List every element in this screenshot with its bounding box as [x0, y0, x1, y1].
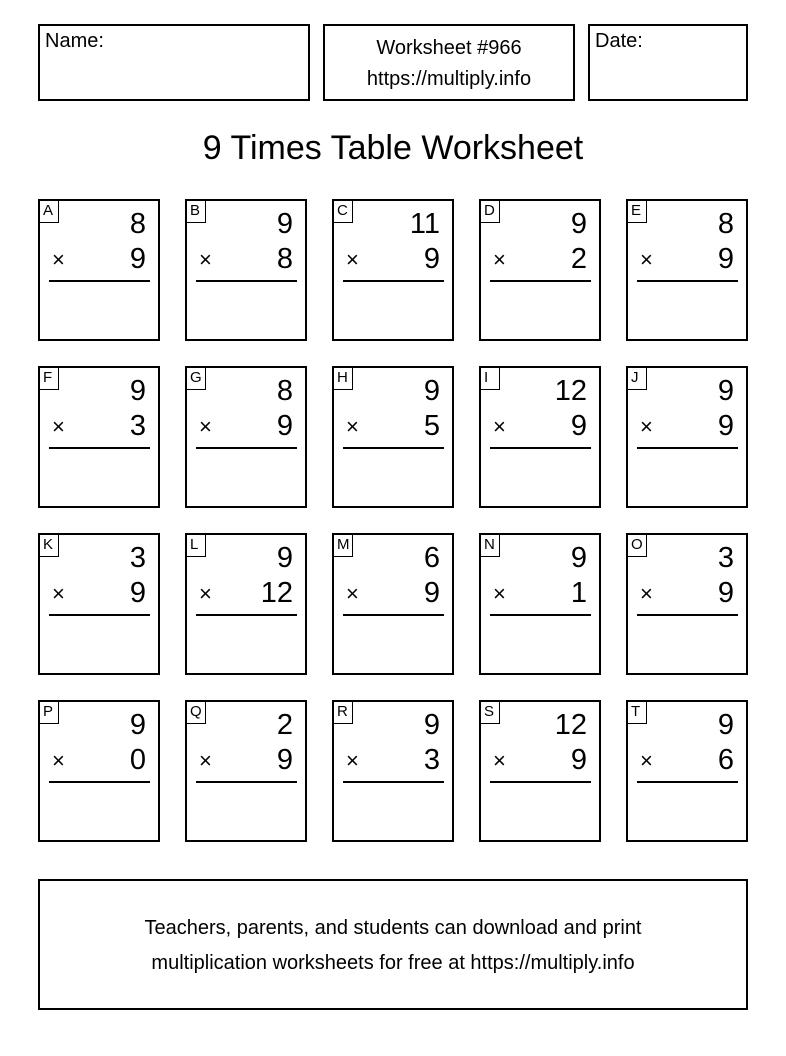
problem-letter: F: [40, 368, 59, 390]
multiplicand: 9: [717, 709, 734, 741]
problem-card: [479, 366, 601, 508]
problem-letter: E: [628, 201, 647, 223]
answer-rule: [49, 781, 150, 783]
answer-rule: [196, 280, 297, 282]
problem-card: [479, 700, 601, 842]
answer-rule: [490, 280, 591, 282]
multiplicand: 9: [129, 709, 146, 741]
times-sign: ×: [346, 414, 359, 439]
multiplier: 9: [570, 410, 587, 442]
answer-rule: [343, 280, 444, 282]
footer-line-2: multiplication worksheets for free at https://multiply.info: [151, 952, 635, 974]
multiplier: 9: [570, 744, 587, 776]
problem-card: [38, 199, 160, 341]
times-sign: ×: [346, 748, 359, 773]
problem-letter: Q: [187, 702, 206, 724]
multiplicand: 3: [717, 542, 734, 574]
answer-rule: [196, 614, 297, 616]
answer-rule: [343, 447, 444, 449]
multiplier: 8: [276, 243, 293, 275]
times-sign: ×: [640, 414, 653, 439]
problem-card: [185, 700, 307, 842]
times-sign: ×: [493, 748, 506, 773]
multiplier: 12: [260, 577, 293, 609]
problem-letter: I: [481, 368, 500, 390]
footer-box: [38, 879, 748, 1010]
times-sign: ×: [640, 581, 653, 606]
worksheet-url: https://multiply.info: [366, 68, 532, 90]
answer-rule: [49, 280, 150, 282]
answer-rule: [196, 447, 297, 449]
problem-card: [332, 700, 454, 842]
problem-letter: B: [187, 201, 206, 223]
answer-rule: [343, 781, 444, 783]
footer-line-1: Teachers, parents, and students can download and print: [144, 917, 642, 939]
times-sign: ×: [199, 247, 212, 272]
problem-letter: A: [40, 201, 59, 223]
multiplier: 2: [570, 243, 587, 275]
times-sign: ×: [640, 748, 653, 773]
problem-card: [185, 199, 307, 341]
multiplier: 9: [276, 744, 293, 776]
footer-text: [40, 911, 746, 981]
times-sign: ×: [52, 414, 65, 439]
problem-letter: S: [481, 702, 500, 724]
problem-letter: D: [481, 201, 500, 223]
answer-rule: [490, 614, 591, 616]
multiplicand: 9: [570, 208, 587, 240]
worksheet-number: Worksheet #966: [376, 37, 522, 59]
times-sign: ×: [346, 247, 359, 272]
times-sign: ×: [52, 581, 65, 606]
problem-card: [38, 366, 160, 508]
multiplicand: 9: [276, 542, 293, 574]
problem-card: [626, 366, 748, 508]
answer-rule: [637, 614, 738, 616]
problem-card: [332, 199, 454, 341]
answer-rule: [637, 781, 738, 783]
multiplicand: 8: [276, 375, 293, 407]
problem-card: [38, 533, 160, 675]
multiplier: 9: [129, 577, 146, 609]
problem-letter: J: [628, 368, 647, 390]
problem-card: [479, 199, 601, 341]
problem-card: [626, 533, 748, 675]
times-sign: ×: [493, 581, 506, 606]
multiplicand: 3: [129, 542, 146, 574]
page-title: 9 Times Table Worksheet: [202, 129, 584, 167]
problem-card: [626, 700, 748, 842]
times-sign: ×: [52, 748, 65, 773]
worksheet-info-box: [323, 24, 575, 101]
problem-letter: M: [334, 535, 353, 557]
multiplier: 9: [717, 577, 734, 609]
problem-letter: K: [40, 535, 59, 557]
times-sign: ×: [640, 247, 653, 272]
name-field-box: [38, 24, 310, 101]
multiplier: 5: [423, 410, 440, 442]
problem-card: [332, 533, 454, 675]
multiplicand: 9: [717, 375, 734, 407]
name-label: Name:: [45, 30, 104, 52]
problem-card: [479, 533, 601, 675]
times-sign: ×: [199, 748, 212, 773]
problem-grid: [38, 199, 750, 843]
problem-letter: G: [187, 368, 206, 390]
multiplier: 1: [570, 577, 587, 609]
multiplier: 0: [129, 744, 146, 776]
problem-card: [332, 366, 454, 508]
multiplicand: 9: [276, 208, 293, 240]
date-label: Date:: [595, 30, 643, 52]
multiplicand: 9: [423, 709, 440, 741]
multiplicand: 9: [570, 542, 587, 574]
answer-rule: [196, 781, 297, 783]
answer-rule: [49, 447, 150, 449]
multiplicand: 9: [423, 375, 440, 407]
times-sign: ×: [199, 581, 212, 606]
multiplier: 6: [717, 744, 734, 776]
problem-letter: T: [628, 702, 647, 724]
problem-letter: H: [334, 368, 353, 390]
answer-rule: [49, 614, 150, 616]
problem-card: [185, 366, 307, 508]
multiplier: 9: [423, 577, 440, 609]
multiplicand: 12: [554, 375, 587, 407]
times-sign: ×: [52, 247, 65, 272]
problem-letter: O: [628, 535, 647, 557]
multiplier: 9: [276, 410, 293, 442]
answer-rule: [637, 447, 738, 449]
multiplier: 9: [717, 243, 734, 275]
multiplier: 9: [717, 410, 734, 442]
times-sign: ×: [493, 414, 506, 439]
problem-card: [626, 199, 748, 341]
multiplicand: 12: [554, 709, 587, 741]
problem-card: [38, 700, 160, 842]
multiplier: 9: [129, 243, 146, 275]
multiplicand: 9: [129, 375, 146, 407]
times-sign: ×: [493, 247, 506, 272]
problem-card: [185, 533, 307, 675]
problem-letter: P: [40, 702, 59, 724]
multiplicand: 8: [717, 208, 734, 240]
answer-rule: [343, 614, 444, 616]
times-sign: ×: [346, 581, 359, 606]
multiplicand: 6: [423, 542, 440, 574]
problem-letter: C: [334, 201, 353, 223]
multiplicand: 2: [276, 709, 293, 741]
answer-rule: [490, 781, 591, 783]
answer-rule: [490, 447, 591, 449]
date-field-box: [588, 24, 748, 101]
multiplier: 3: [129, 410, 146, 442]
multiplicand: 11: [409, 208, 440, 240]
problem-letter: R: [334, 702, 353, 724]
multiplier: 9: [423, 243, 440, 275]
multiplicand: 8: [129, 208, 146, 240]
answer-rule: [637, 280, 738, 282]
multiplier: 3: [423, 744, 440, 776]
problem-letter: N: [481, 535, 500, 557]
times-sign: ×: [199, 414, 212, 439]
problem-letter: L: [187, 535, 206, 557]
